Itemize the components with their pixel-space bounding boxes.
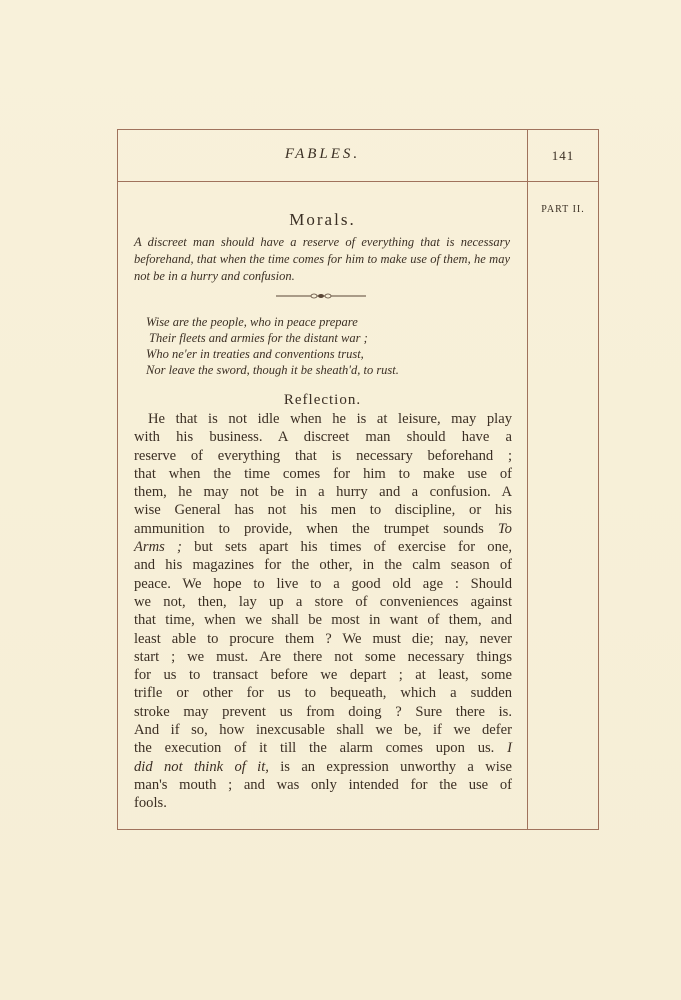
verse-block — [146, 314, 506, 378]
reflection-heading: Reflection. — [283, 392, 362, 408]
verse-line: Wise are the people, who in peace prepare — [146, 315, 358, 329]
reflection-line: that time, when we shall be most in want of them, and — [134, 612, 512, 629]
reflection-line — [134, 739, 512, 757]
reflection-body — [134, 410, 512, 813]
reflection-line: man's mouth ; and was only intended for the use of — [134, 776, 512, 793]
reflection-line: And if so, how inexcusable shall we be, if we defer — [134, 722, 512, 739]
reflection-fragment-italic: I — [507, 740, 512, 757]
reflection-fragment: the execution of it till the alarm comes upon us. — [134, 740, 495, 757]
verse-line: Who ne'er in treaties and conventions trust, — [146, 347, 364, 361]
verse-line: Their fleets and armies for the distant war ; — [149, 331, 368, 345]
morals-heading: Morals. — [289, 210, 356, 229]
reflection-line — [134, 538, 512, 556]
morals-text: A discreet man should have a reserve of everything that is necessary beforehand, that when the time comes for him to make use of them, he may not be in a hurry and confusion. — [134, 235, 510, 283]
reflection-line: we not, then, lay up a store of conveniences against — [134, 593, 512, 610]
reflection-line: them, he may not be in a hurry and a confusion. A — [134, 484, 512, 501]
header-rule — [117, 181, 599, 182]
reflection-line: start ; we must. Are there not some necessary things — [134, 648, 512, 665]
reflection-fragment: but sets apart his times of exercise for one, — [194, 539, 512, 556]
reflection-line: peace. We hope to live to a good old age : Should — [134, 575, 512, 592]
verse-line: Nor leave the sword, though it be sheath'd, to rust. — [146, 363, 399, 377]
reflection-line: reserve of everything that is necessary beforehand ; — [134, 447, 512, 464]
reflection-line: stroke may prevent us from doing ? Sure there is. — [134, 703, 512, 720]
reflection-line — [134, 758, 512, 776]
running-head: FABLES. — [284, 146, 361, 162]
reflection-line: least able to procure them ? We must die; nay, never — [134, 630, 512, 647]
reflection-fragment-italic: To — [497, 520, 512, 537]
reflection-line: with his business. A discreet man should have a — [134, 429, 512, 446]
reflection-fragment-italic: did not think of it, — [134, 758, 269, 775]
reflection-fragment-italic: Arms ; — [134, 539, 182, 556]
reflection-fragment: is an expression unworthy a wise — [280, 758, 512, 775]
reflection-line — [134, 520, 512, 538]
frame-right-rule — [598, 129, 599, 830]
reflection-line: wise General has not his men to discipline, or his — [134, 502, 512, 519]
margin-divider-rule — [527, 129, 528, 830]
reflection-line: He that is not idle when he is at leisure, may play — [148, 411, 512, 427]
reflection-line: for us to transact before we depart ; at least, some — [134, 667, 512, 684]
reflection-line: trifle or other for us to bequeath, which a sudden — [134, 685, 512, 702]
reflection-fragment: ammunition to provide, when the trumpet sounds — [134, 520, 484, 537]
ornament-divider — [276, 289, 366, 303]
side-note: PART II. — [541, 204, 585, 215]
page-number: 141 — [551, 148, 575, 163]
reflection-line: that when the time comes for him to make use of — [134, 465, 512, 482]
reflection-line: and his magazines for the other, in the calm season of — [134, 557, 512, 574]
reflection-line: fools. — [134, 795, 167, 812]
frame-left-rule — [117, 129, 118, 830]
